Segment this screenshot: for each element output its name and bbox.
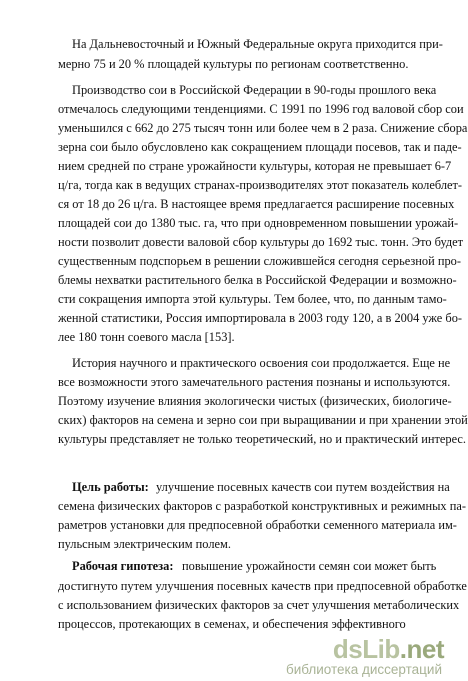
paragraph-line: с использованием физических факторов за счет улучшения метаболических [58, 598, 460, 612]
dslib-logo: dsLib.net [332, 634, 444, 664]
paragraph-line: площадей сои до 1380 тыс. га, что при одновременном повышении урожай- [58, 216, 459, 230]
paragraph-line: достигнуто путем улучшения посевных качеств при предпосевной обработке [58, 579, 467, 593]
paragraph-line: семена физических факторов с разработкой конструктивных и режимных па- [58, 499, 466, 513]
paragraph-line: все возможности этого замечательного растения познаны и используются. [58, 375, 451, 389]
paragraph-line: зерна сои было обусловлено как сокращением площади посевов, так и паде- [58, 140, 462, 154]
hypothesis-label-text: Рабочая гипотеза: [72, 559, 174, 573]
paragraph-line: уменьшился с 662 до 275 тысяч тонн или более чем в 2 раза. Снижение сбора [58, 121, 468, 135]
paragraph-line: ц/га, тогда как в ведущих странах-производителях этот показатель колеблет- [58, 178, 463, 192]
paragraph-line: существенным подспорьем в решении сложившейся сегодня серьезной про- [58, 254, 461, 268]
paragraph-line: блемы нехватки растительного белка в Российской Федерации и возможно- [58, 273, 457, 287]
hypothesis-label [72, 558, 180, 574]
dslib-watermark [258, 634, 448, 680]
paragraph-line: ских) факторов на семена и зерно сои при выращивании и при хранении этой [58, 413, 468, 427]
paragraph-line: На Дальневосточный и Южный Федеральные округа приходится при- [72, 37, 443, 51]
paragraph-line: отмечалось следующими тенденциями. С 1991 по 1996 год валовой сбор сои [58, 102, 464, 116]
paragraph-line: пульсным электрическим полем. [58, 537, 231, 551]
paragraph-line: Производство сои в Российской Федерации в 90-годы прошлого века [72, 83, 437, 97]
paragraph-line: процессов, протекающих в семенах, и обеспечения эффективного [58, 617, 406, 631]
paragraph-line: ся от 18 до 26 ц/га. В настоящее время предлагается расширение посевных [58, 197, 455, 211]
paragraph-line: История научного и практического освоения сои продолжается. Еще не [72, 356, 451, 370]
paragraph-line: сти сокращения импорта этой культуры. Тем более, что, по данным тамо- [58, 292, 447, 306]
paragraph-line: мерно 75 и 20 % площадей культуры по регионам соответственно. [58, 57, 409, 71]
paragraph-line: нием средней по стране урожайности культуры, которая не превышает 6-7 [58, 159, 452, 173]
goal-label-text: Цель работы: [72, 480, 149, 494]
paragraph-line: лее 180 тонн соевого масла [153]. [58, 330, 235, 344]
paragraph-line: раметров установки для предпосевной обработки семенного материала им- [58, 518, 457, 532]
paragraph-line: ности позволит довести валовой сбор культуры до 1692 тыс. тонн. Это будет [58, 235, 464, 249]
watermark-subtitle: библиотека диссертаций [285, 662, 442, 677]
paragraph-line: повышение урожайности семян сои может быть [182, 559, 437, 573]
paragraph-line: улучшение посевных качеств сои путем воздействия на [156, 480, 450, 494]
paragraph-line: женной статистики, Россия импортировала в 2003 году 120, а в 2004 уже бо- [58, 311, 463, 325]
goal-label [72, 479, 154, 495]
paragraph-line: Поэтому изучение влияния экологически чистых (физических, биологиче- [58, 394, 452, 408]
paragraph-line: культуры представляет не только теоретический, но и практический интерес. [58, 432, 467, 446]
